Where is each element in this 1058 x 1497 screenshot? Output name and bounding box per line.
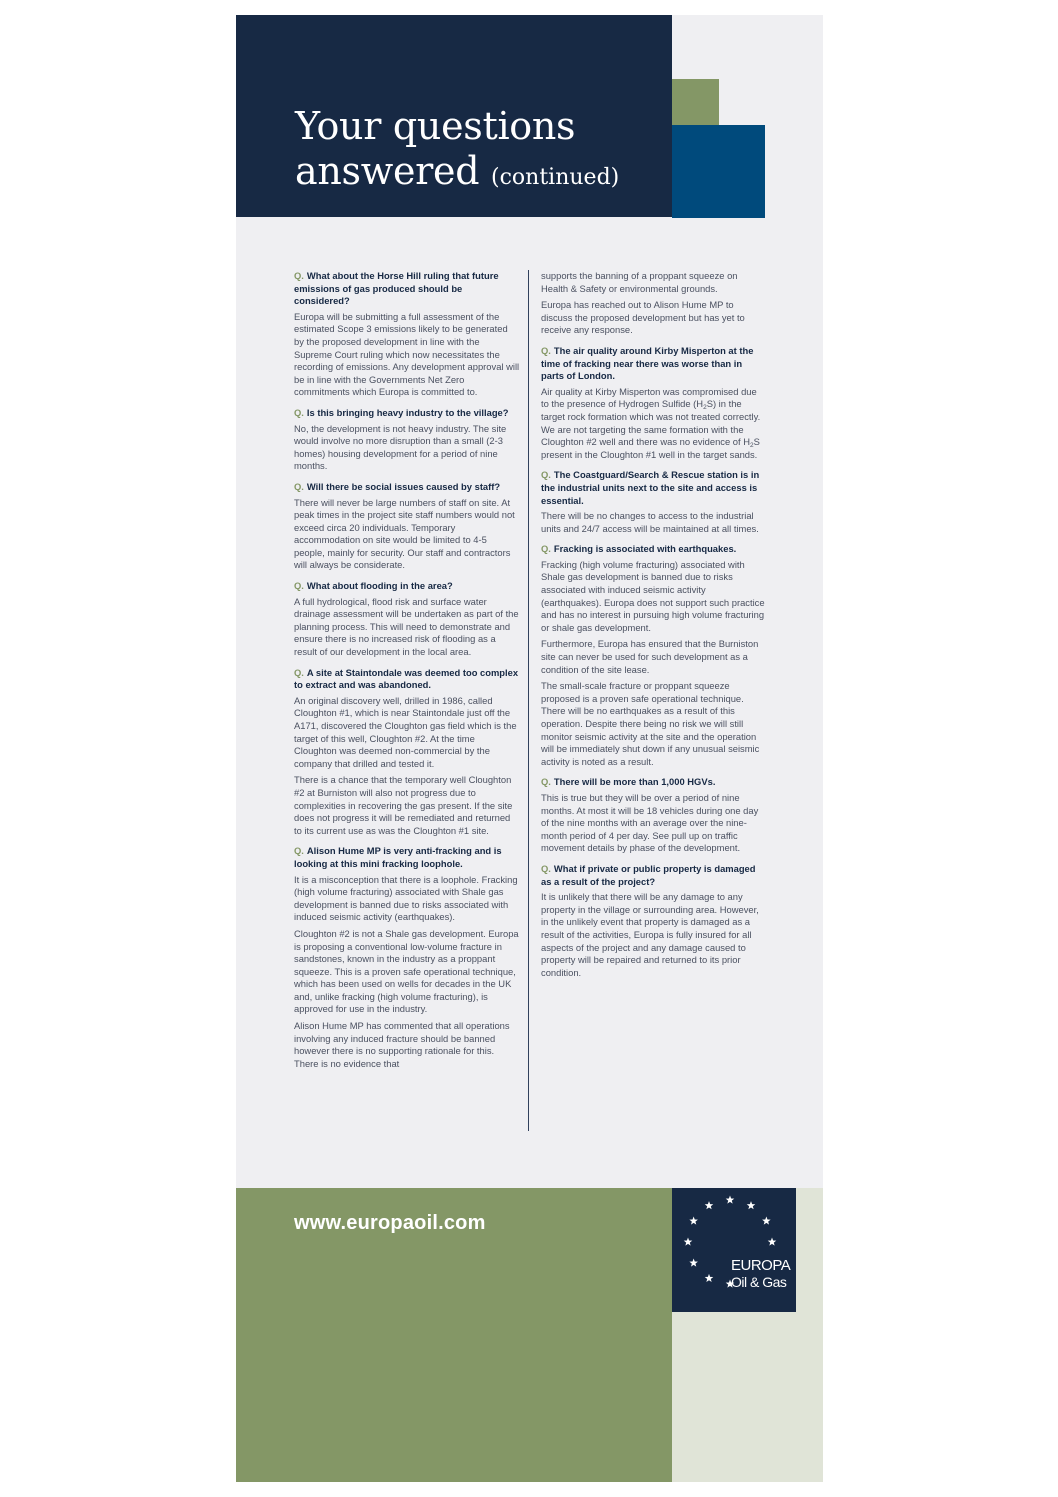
q-marker: Q. bbox=[294, 580, 304, 592]
qa-air-quality bbox=[541, 345, 767, 461]
page-title bbox=[295, 104, 619, 200]
europa-logo bbox=[672, 1188, 796, 1312]
answer: Furthermore, Europa has ensured that the Burniston site can never be used for such development as a condition of the site lease. bbox=[541, 638, 759, 675]
answer: There will be no changes to access to the industrial units and 24/7 access will be maintained at all times. bbox=[541, 510, 759, 534]
title-suffix: (continued) bbox=[491, 165, 620, 190]
title-line1: Your questions bbox=[295, 104, 576, 148]
answer: An original discovery well, drilled in 1986, called Cloughton #1, which is near Staintondale just off the A171, discovered the Cloughton gas field which is the target of this well, Cloughton #2. At the time Cloughton was deemed non-commercial by the company that drilled and tested it. bbox=[294, 694, 517, 769]
question: Q. The air quality around Kirby Misperton at the time of fracking near there was worse than in parts of London. bbox=[541, 344, 754, 382]
qa-heavy-industry bbox=[294, 407, 520, 473]
question: Q. Is this bringing heavy industry to the village? bbox=[294, 406, 509, 418]
q-marker: Q. bbox=[294, 270, 304, 281]
answer: Air quality at Kirby Misperton was compromised due to the presence of Hydrogen Sulfide $(H_2S)$ in the target rock formation which was not treated correctly. We are not targeting the same formation with the Cloughton #2 well and there was no evidence of $H_2S$ present in the Cloughton #1 well in the target sands. bbox=[541, 385, 761, 460]
answer: Alison Hume MP has commented that all operations involving any induced fracture should be banned however there is no supporting rationale for this. There is no evidence that bbox=[294, 1020, 510, 1069]
star-icon bbox=[689, 1217, 698, 1225]
star-icon bbox=[747, 1201, 756, 1209]
q-marker: Q. bbox=[294, 666, 304, 678]
q-marker: Q. bbox=[541, 862, 551, 874]
logo-text-oil-gas: Oil & Gas bbox=[731, 1274, 787, 1290]
q-marker: Q. bbox=[541, 344, 551, 356]
question: Q. What if private or public property is damaged as a result of the project? bbox=[541, 862, 756, 887]
answer: There will never be large numbers of staff on site. At peak times in the project site staff numbers would not exceed circa 20 individuals. Temporary accommodation on site would be limited to 4-5 people, mainly for security. Our staff and contractors will always be considerate. bbox=[294, 496, 515, 571]
q-marker: Q. bbox=[294, 480, 304, 492]
answer: It is a misconception that there is a loophole. Fracking (high volume fracturing) associated with Shale gas development is banned due to risks associated with induced seismic activity (earthquakes). bbox=[294, 873, 518, 923]
qa-flooding bbox=[294, 580, 520, 659]
question: Q. Alison Hume MP is very anti-fracking and is looking at this mini fracking loophole. bbox=[294, 845, 502, 869]
answer: Europa will be submitting a full assessment of the estimated Scope 3 emissions likely to be generated by the proposed development in line with the Supreme Court ruling which now necessitates the recording of emissions. Any development approval will be in line with the Governments Net Zero commitments which Europa is committed to. bbox=[294, 310, 520, 398]
answer: The small-scale fracture or proppant squeeze proposed is a proven safe operational technique. There will be no earthquakes as a result of this operation. Despite there being no risk we will still monitor seismic activity at the site and the operation will be immediately shut down if any unusual seismic activity is noted as a result. bbox=[541, 680, 760, 767]
question: Q. Will there be social issues caused by staff? bbox=[294, 480, 501, 492]
qa-property-damage bbox=[541, 863, 767, 979]
question: Q. The Coastguard/Search & Rescue station is in the industrial units next to the site and access is essential. bbox=[541, 469, 760, 506]
answer: No, the development is not heavy industry. The site would involve no more disruption than a small (2-3 homes) housing development for a period of nine months. bbox=[294, 422, 507, 472]
question: Q. What about flooding in the area? bbox=[294, 580, 453, 592]
q-marker: Q. bbox=[294, 845, 304, 857]
question: Q. What about the Horse Hill ruling that future emissions of gas produced should be considered? bbox=[294, 270, 499, 307]
qa-staintondale bbox=[294, 667, 520, 838]
star-icon bbox=[705, 1201, 714, 1209]
q-marker: Q. bbox=[541, 776, 551, 788]
star-icon bbox=[768, 1238, 777, 1246]
answer: A full hydrological, flood risk and surface water drainage assessment will be undertaken as part of the planning process. This will need to demonstrate and ensure there is no increased risk of flooding as a result of our development in the local area. bbox=[294, 595, 519, 658]
qa-coastguard bbox=[541, 469, 767, 535]
website-link[interactable]: www.europaoil.com bbox=[294, 1212, 486, 1234]
qa-earthquakes bbox=[541, 543, 767, 768]
q-marker: Q. bbox=[541, 543, 551, 555]
answer: There is a chance that the temporary well Cloughton #2 at Burniston will also not progress due to complexities in recovering the gas present. If the site does not progress it will be remediated and returned to its current use as was the Cloughton #1 site. bbox=[294, 774, 513, 836]
star-ring-icon bbox=[672, 1188, 796, 1312]
qa-loophole bbox=[294, 845, 520, 1070]
question: Q. Fracking is associated with earthquakes. bbox=[541, 543, 737, 555]
q-marker: Q. bbox=[294, 406, 304, 418]
answer: This is true but they will be over a period of nine months. At most it will be 18 vehicles during one day of the nine months with an average over the nine-month period of 4 per day. See pull up on traffic movement details by phase of the development. bbox=[541, 791, 759, 854]
left-column bbox=[294, 270, 520, 1078]
qa-social-issues bbox=[294, 481, 520, 572]
decor-blue-block bbox=[672, 125, 765, 218]
answer-continued: supports the banning of a proppant squeeze on Health & Safety or environmental grounds. bbox=[541, 270, 738, 294]
answer-continued: Europa has reached out to Alison Hume MP to discuss the proposed development but has yet to receive any response. bbox=[541, 299, 745, 336]
q-marker: Q. bbox=[541, 469, 551, 481]
question: Q. There will be more than 1,000 HGVs. bbox=[541, 776, 716, 788]
answer: Cloughton #2 is not a Shale gas development. Europa is proposing a conventional low-volume fracture in sandstones, known in the industry as a proppant squeeze. This is a proven safe operational technique, which has been used on wells for decades in the UK and, unlike fracking (high volume fracturing), is approved for use in the industry. bbox=[294, 927, 519, 1015]
star-icon bbox=[726, 1196, 735, 1204]
question: Q. A site at Staintondale was deemed too complex to extract and was abandoned. bbox=[294, 666, 519, 691]
star-icon bbox=[705, 1274, 714, 1282]
answer: It is unlikely that there will be any damage to any property in the village or surrounding area. However, in the unlikely event that property is damaged as a result of the activities, Europa is fully insured for all aspects of the project and any damage caused to property will be repaired and returned to its prior condition. bbox=[541, 891, 759, 978]
qa-horse-hill bbox=[294, 270, 520, 399]
logo-text-europa: EUROPA bbox=[731, 1257, 791, 1274]
star-icon bbox=[689, 1259, 698, 1267]
qa-hgvs bbox=[541, 776, 767, 855]
title-line2: answered bbox=[295, 149, 480, 193]
answer: Fracking (high volume fracturing) associated with Shale gas development is banned due to risks associated with induced seismic activity (earthquakes). Europa does not support such practice and has no interest in pursuing high volume fracturing or shale gas development. bbox=[541, 558, 765, 633]
star-icon bbox=[762, 1217, 771, 1225]
star-icon bbox=[684, 1238, 693, 1246]
right-column bbox=[541, 270, 767, 987]
column-divider bbox=[528, 270, 529, 1131]
decor-green-block bbox=[672, 79, 719, 125]
